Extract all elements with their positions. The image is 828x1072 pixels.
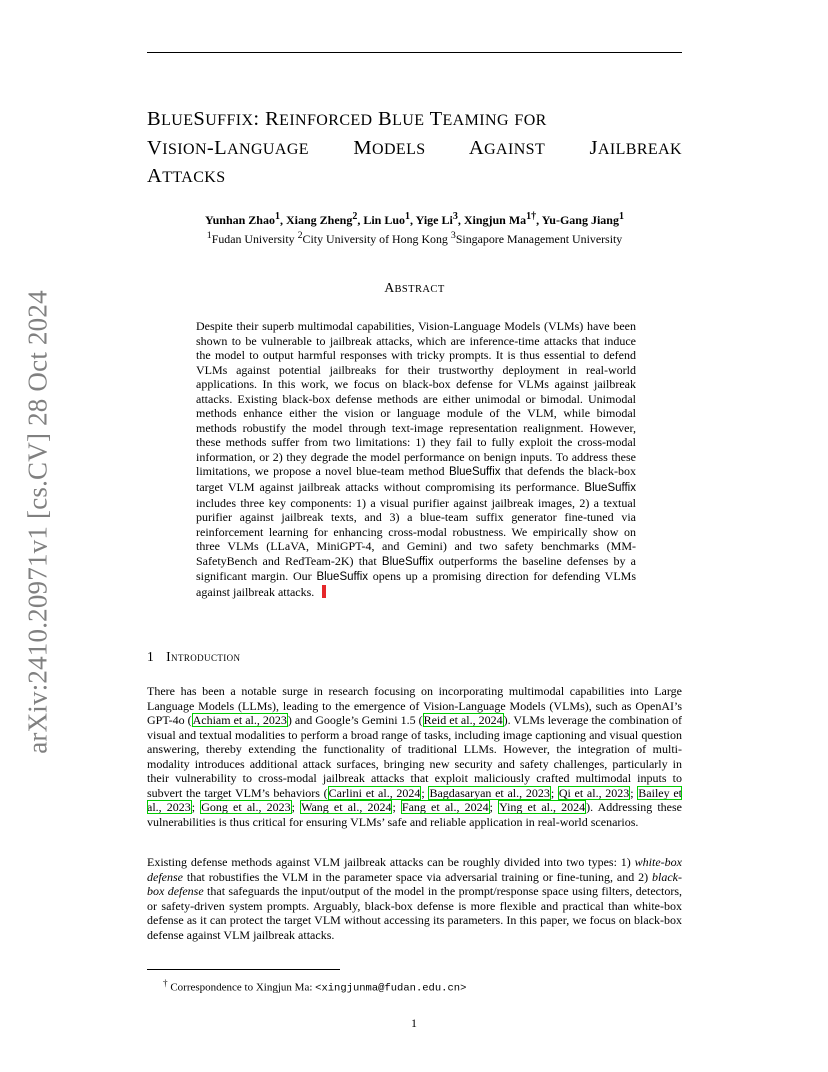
citation-link[interactable]: Ying et al., 2024 [499, 800, 586, 815]
citation-link[interactable]: Gong et al., 2023 [201, 800, 291, 815]
abstract-body [196, 319, 636, 599]
affiliation-mark: 2 [297, 230, 303, 241]
citation-link[interactable]: Carlini et al., 2024 [328, 785, 421, 800]
abstract-text: that defends the black-box target VLM against jailbreak attacks without compromising its performance. [196, 464, 636, 495]
citation-link[interactable]: Wang et al., 2024 [301, 800, 392, 815]
citation-link[interactable]: Reid et al., 2024 [423, 713, 503, 728]
citation-link[interactable]: Achiam et al., 2023 [192, 713, 287, 728]
affiliation-mark: 3 [450, 230, 456, 241]
section-heading-introduction [147, 649, 240, 665]
footnote-rule [147, 969, 340, 970]
author-name: Yunhan Zhao [205, 213, 275, 227]
affiliation: City University of Hong Kong [302, 231, 448, 246]
abstract-text: outperforms the baseline defenses by a significant margin. Our [196, 553, 636, 584]
author-name: Xiang Zheng [285, 213, 353, 227]
title-line-1: BLUESUFFIX: REINFORCED BLUE TEAMING FOR [147, 108, 547, 130]
citation-separator: ; [392, 800, 401, 815]
author-name: Xingjun Ma [463, 213, 527, 227]
footnote-email[interactable]: <xingjunma@fudan.edu.cn> [315, 982, 467, 995]
body-text: that safeguards the input/output of the model in the prompt/response space using filters, detectors, or safety-driven system prompts. Arguably, black-box defense is more flexible and practical than white-box defense as it can protect the target VLM without accessing its parameters. In this paper, we focus on black-box defense against VLM jailbreak attacks. [147, 884, 682, 942]
body-text: ). VLMs leverage the combination of visual and textual modalities to perform a broad range of tasks, including image captioning and visual question answering, thereby extending the functionality of traditional LLMs. However, the integration of multi-modality introduces additional attack surfaces, bringing new security and safety challenges, particularly in their vulnerability to cross-modal jailbreak attacks that exploit maliciously crafted multimodal inputs to subvert the target VLM’s behaviors ( [147, 713, 682, 800]
intro-paragraph-2 [147, 855, 682, 942]
citation-separator: ; [489, 800, 499, 815]
body-text: ). Addressing these vulnerabilities is thus critical for ensuring VLMs’ safe and reliable application in real-world scenarios. [147, 800, 683, 829]
author-affil-mark: 1 [618, 211, 624, 222]
author-affil-mark: 2 [352, 211, 358, 222]
author-block [147, 209, 682, 247]
page-number: 1 [411, 1016, 417, 1030]
abstract-text: opens up a promising direction for defending VLMs against jailbreak attacks. [196, 569, 636, 599]
paper-title [147, 106, 687, 192]
method-name: BlueSuffix [584, 482, 636, 495]
body-text: There has been a notable surge in research focusing on incorporating multimodal capabilities into Large Language Models (LLMs), leading to the emergence of Vision-Language Models (VLMs), such as OpenAI’s GPT-4o ( [147, 684, 682, 728]
citation-separator: ; [191, 800, 201, 815]
footnote-mark: † [163, 978, 168, 988]
abstract-text: includes three key components: 1) a visual purifier against jailbreak images, 2) a textual purifier against jailbreak texts, and 3) a blue-team suffix generator fine-tuned via reinforcement learning for enhancing cross-modal robustness. We empirically show on three VLMs (LLaVA, MiniGPT-4, and Gemini) and two safety benchmarks (MM-SafetyBench and RedTeam-2K) that [196, 495, 636, 568]
affiliation-mark: 1 [206, 230, 212, 241]
affiliation: Singapore Management University [455, 231, 623, 246]
intro-paragraph-1 [147, 684, 682, 829]
arxiv-identifier: arXiv:2410.20971v1 [cs.CV] 28 Oct 2024 [22, 290, 53, 754]
emphasis-white-box: white-box defense [147, 855, 682, 884]
affiliations [147, 228, 682, 247]
emphasis-black-box: black-box defense [147, 869, 682, 899]
citation-separator: ; [291, 800, 301, 815]
annotation-marker [322, 585, 326, 598]
author-affil-mark: 3 [452, 211, 458, 222]
affiliation: Fudan University [211, 231, 295, 246]
citation-link[interactable]: Qi et al., 2023 [558, 785, 630, 800]
author-affil-mark: 1 [274, 211, 280, 222]
title-line-3: ATTACKS [147, 165, 226, 187]
author-name: Lin Luo [363, 213, 406, 227]
author-name: Yige Li [415, 213, 453, 227]
title-line-2: VISION-LANGUAGE MODELS AGAINST JAILBREAK [147, 136, 682, 159]
citation-link[interactable]: Fang et al., 2024 [401, 800, 489, 815]
abstract-text: Despite their superb multimodal capabilities, Vision-Language Models (VLMs) have been shown to be vulnerable to jailbreak attacks, which are inference-time attacks that induce the model to output harmful responses with tricky prompts. It is thus essential to defend VLMs against potential jailbreaks for their trustworthy deployment in real-world applications. In this work, we focus on black-box defense for VLMs against jailbreak attacks. Existing black-box defense methods are either unimodal or bimodal. Unimodal methods enhance either the vision or language module of the VLM, while bimodal methods robustify the model through text-image representation realignment. However, these methods suffer from two limitations: 1) they fail to fully exploit the cross-modal information, or 2) they degrade the model performance on benign inputs. To address these limitations, we propose a novel blue-team method [196, 319, 636, 479]
citation-link[interactable]: Bailey et al., 2023 [147, 785, 682, 815]
citation-separator: ; [421, 785, 429, 800]
method-name: BlueSuffix [448, 466, 501, 479]
author-affil-mark: 1 [405, 211, 411, 222]
author-names: Yunhan Zhao$^1$, Xiang Zheng$^2$, Lin Luo$^1$, Yige Li$^3$, Xingjun $Ma^{1\dagger}$, Yu-Gang Jiang$^1$ [205, 211, 624, 227]
citation-separator: ; [630, 785, 638, 800]
method-name: BlueSuffix [381, 555, 434, 568]
citation-link[interactable]: Bagdasaryan et al., 2023 [429, 785, 550, 800]
citation-separator: ; [550, 785, 558, 800]
body-text: ) and Google’s Gemini 1.5 ( [287, 713, 423, 728]
abstract-heading: ABSTRACT [384, 280, 445, 295]
method-name: BlueSuffix [316, 571, 369, 584]
body-text: that robustifies the VLM in the parameter space via adversarial training or fine-tuning, and 2) [182, 869, 653, 884]
footnote [163, 976, 466, 996]
author-name: Yu-Gang Jiang [541, 213, 619, 227]
section-number: 1 [147, 649, 155, 664]
arxiv-identifier-stamp [20, 287, 56, 757]
top-rule [147, 52, 682, 53]
footnote-text: Correspondence to Xingjun Ma: [170, 981, 316, 994]
section-title: Introduction [166, 649, 241, 664]
body-text: Existing defense methods against VLM jailbreak attacks can be roughly divided into two types: 1) [147, 855, 635, 869]
author-affil-mark: 1† [526, 211, 537, 222]
